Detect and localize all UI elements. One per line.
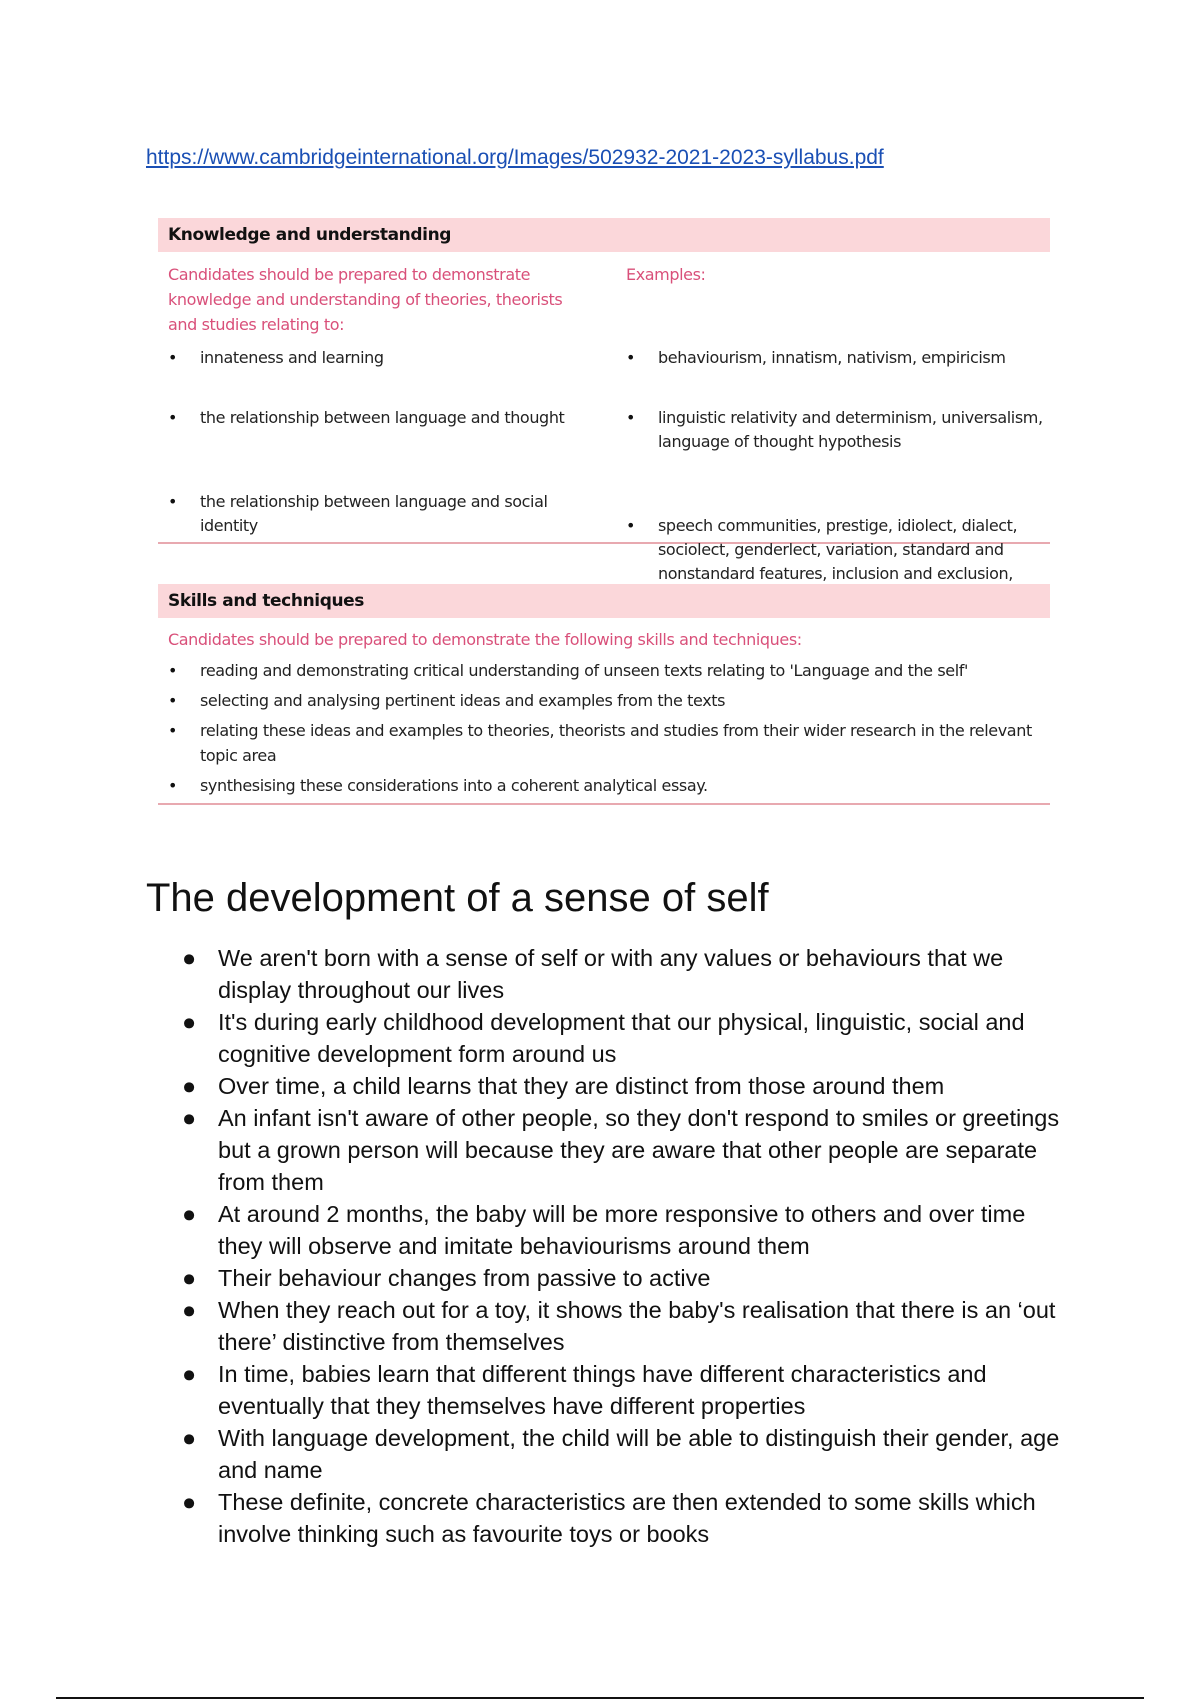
bullet-icon: ●	[182, 1297, 197, 1323]
notes-bullet	[182, 1358, 1062, 1422]
skills-item	[168, 658, 1050, 683]
notes-bullet-text: When they reach out for a toy, it shows the baby's realisation that there is an ‘out there’ distinctive from themselves	[218, 1297, 1056, 1355]
skills-table	[158, 584, 1050, 805]
notes-bullet	[182, 1070, 1062, 1102]
bullet-icon: •	[626, 348, 636, 367]
knowledge-example-text: behaviourism, innatism, nativism, empiricism	[658, 348, 1006, 367]
notes-bullet-list	[182, 942, 1062, 1550]
examples-label: Examples:	[626, 265, 706, 284]
knowledge-topics-column	[168, 252, 578, 535]
bullet-icon: ●	[182, 1489, 197, 1515]
knowledge-example-text: speech communities, prestige, idiolect, dialect, sociolect, genderlect, variation, standard and nonstandard features, inclusion and exclusion,	[658, 516, 1018, 583]
notes-bullet-text: An infant isn't aware of other people, so they don't respond to smiles or greetings but a grown person will because they are aware that other people are separate from them	[218, 1105, 1060, 1195]
notes-bullet	[182, 942, 1062, 1006]
notes-bullet	[182, 1198, 1062, 1262]
notes-bullet	[182, 1262, 1062, 1294]
skills-list	[158, 658, 1050, 798]
notes-bullet	[182, 1422, 1062, 1486]
notes-bullet-text: At around 2 months, the baby will be more responsive to others and over time they will observe and imitate behaviourisms around them	[218, 1201, 1026, 1259]
notes-bullet-text: We aren't born with a sense of self or with any values or behaviours that we display throughout our lives	[218, 945, 1004, 1003]
knowledge-table	[158, 218, 1050, 583]
knowledge-topic-text: the relationship between language and social identity	[200, 492, 548, 535]
bullet-icon: •	[168, 691, 178, 710]
bullet-icon: ●	[182, 1073, 197, 1099]
skills-item-text: synthesising these considerations into a coherent analytical essay.	[200, 776, 708, 795]
bullet-icon: ●	[182, 1361, 197, 1387]
notes-bullet	[182, 1486, 1062, 1550]
notes-bullet-text: With language development, the child will be able to distinguish their gender, age and name	[218, 1425, 1060, 1483]
knowledge-table-header: Knowledge and understanding	[158, 218, 1050, 252]
bullet-icon: ●	[182, 1105, 197, 1131]
bullet-icon: ●	[182, 1201, 197, 1227]
bullet-icon: •	[626, 516, 636, 535]
bullet-icon: •	[626, 408, 636, 427]
bullet-icon: ●	[182, 1009, 197, 1035]
knowledge-example-item	[626, 406, 1053, 454]
knowledge-examples-column	[626, 252, 1043, 583]
bullet-icon: •	[168, 492, 178, 511]
syllabus-link[interactable]: https://www.cambridgeinternational.org/Images/502932-2021-2023-syllabus.pdf	[146, 146, 884, 169]
skills-item	[168, 718, 1050, 768]
knowledge-table-body	[158, 252, 1050, 583]
knowledge-topic-item	[168, 490, 580, 538]
knowledge-example-item	[626, 346, 1053, 370]
notes-bullet	[182, 1102, 1062, 1198]
notes-bullet-text: In time, babies learn that different things have different characteristics and eventually that they themselves have different properties	[218, 1361, 987, 1419]
skills-item-text: reading and demonstrating critical understanding of unseen texts relating to 'Language and the self'	[200, 661, 968, 680]
notes-title: The development of a sense of self	[146, 876, 769, 920]
notes-bullet-text: It's during early childhood development that our physical, linguistic, social and cognitive development form around us	[218, 1009, 1025, 1067]
skills-table-header: Skills and techniques	[158, 584, 1050, 618]
skills-item	[168, 773, 1050, 798]
knowledge-topic-item	[168, 406, 580, 430]
skills-intro: Candidates should be prepared to demonstrate the following skills and techniques:	[168, 630, 802, 649]
bullet-icon: •	[168, 408, 178, 427]
skills-item-text: relating these ideas and examples to theories, theorists and studies from their wider research in the relevant topic area	[200, 721, 1032, 765]
skills-item	[168, 688, 1050, 713]
skills-item-text: selecting and analysing pertinent ideas and examples from the texts	[200, 691, 726, 710]
knowledge-topic-item	[168, 346, 580, 370]
bullet-icon: •	[168, 721, 178, 740]
knowledge-topic-text: innateness and learning	[200, 348, 384, 367]
bullet-icon: •	[168, 661, 178, 680]
bullet-icon: •	[168, 776, 178, 795]
notes-bullet-text: These definite, concrete characteristics are then extended to some skills which involve thinking such as favourite toys or books	[218, 1489, 1036, 1547]
notes-bullet-text: Their behaviour changes from passive to active	[218, 1265, 711, 1291]
bullet-icon: •	[168, 348, 178, 367]
bullet-icon: ●	[182, 945, 197, 971]
knowledge-example-text: linguistic relativity and determinism, universalism, language of thought hypothesis	[658, 408, 1043, 451]
skills-table-divider	[158, 803, 1050, 805]
bullet-icon: ●	[182, 1265, 197, 1291]
notes-bullet-text: Over time, a child learns that they are distinct from those around them	[218, 1073, 945, 1099]
knowledge-intro: Candidates should be prepared to demonstrate knowledge and understanding of theories, theorists and studies relating to:	[168, 265, 563, 334]
notes-bullet	[182, 1294, 1062, 1358]
bullet-icon: ●	[182, 1425, 197, 1451]
knowledge-topic-text: the relationship between language and thought	[200, 408, 565, 427]
notes-bullet	[182, 1006, 1062, 1070]
page-bottom-rule	[56, 1697, 1144, 1699]
